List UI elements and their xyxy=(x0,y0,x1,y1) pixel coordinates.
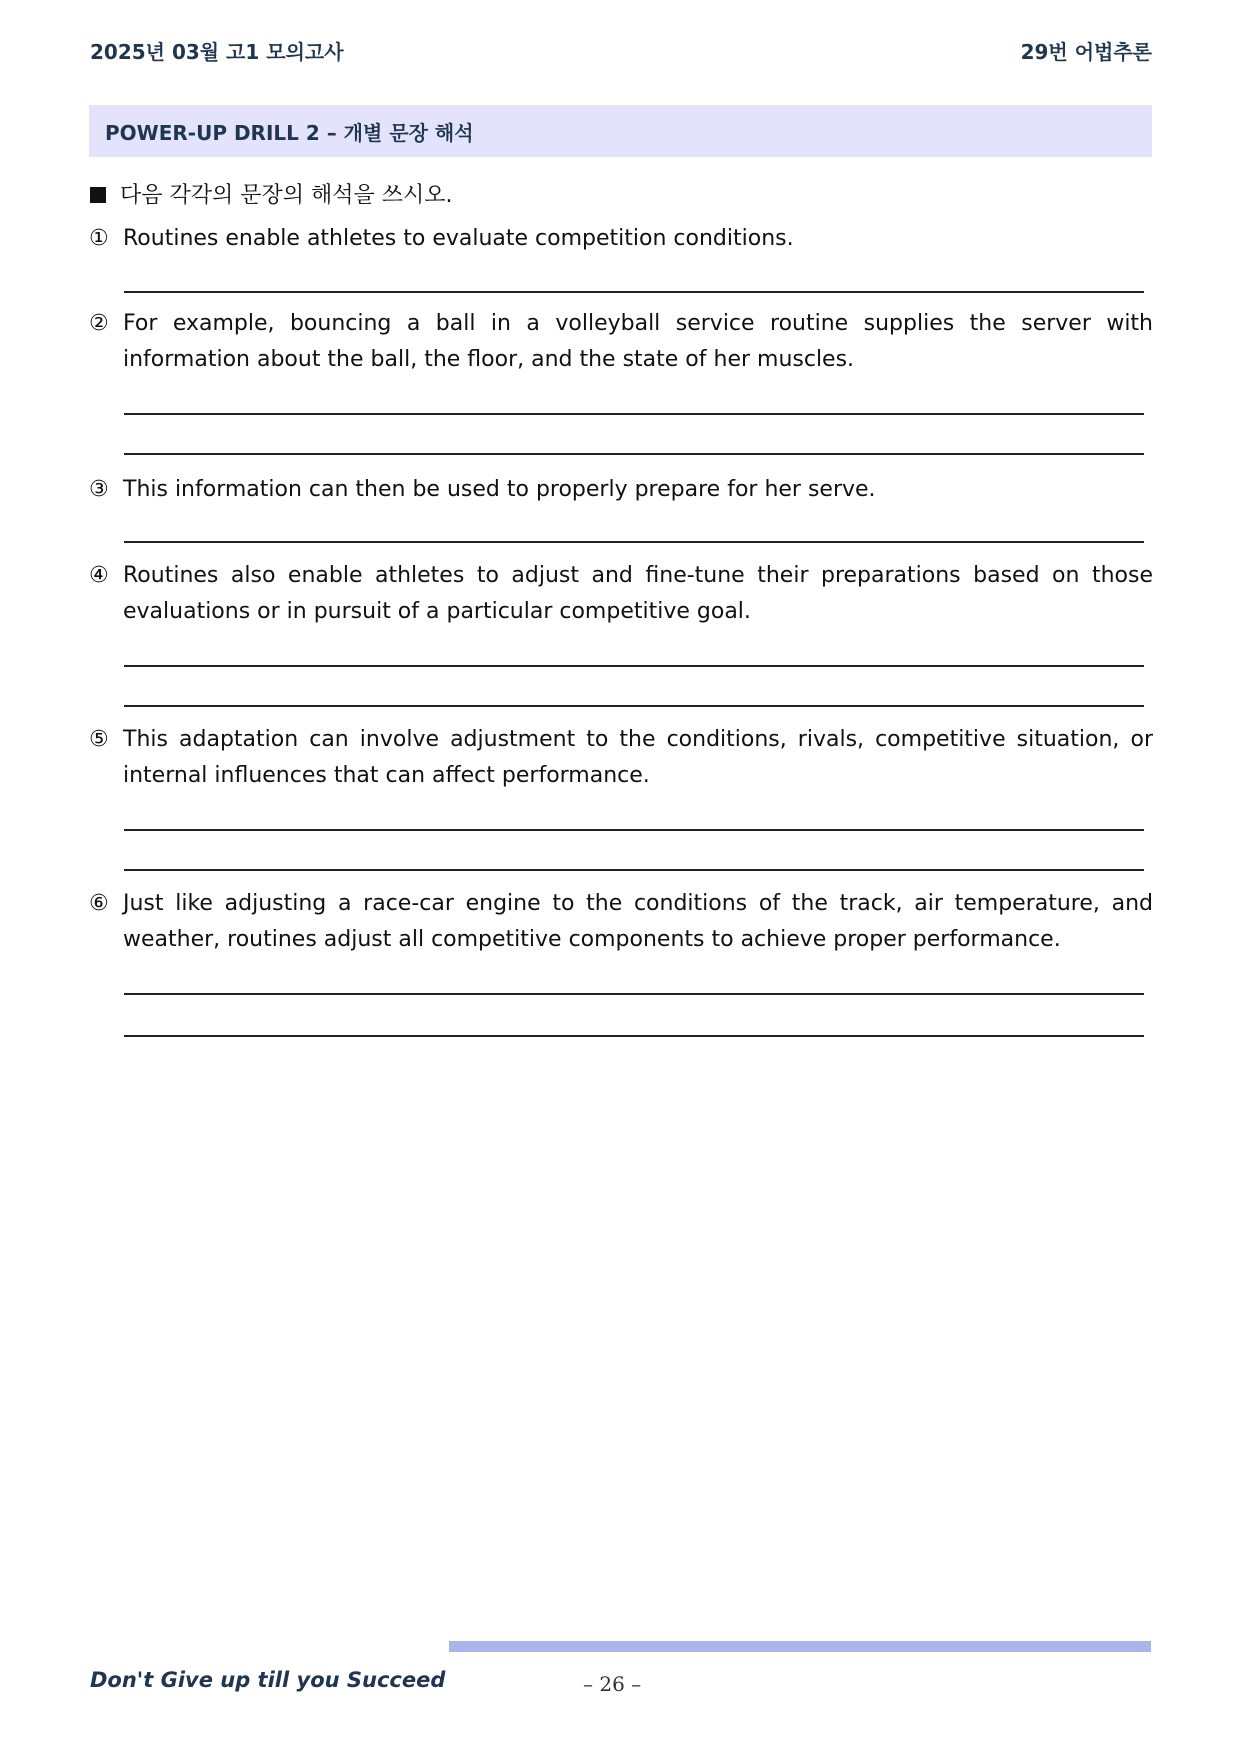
sentence-item-1 xyxy=(89,221,1153,257)
answer-line[interactable] xyxy=(124,541,1144,543)
item-text: This information can then be used to properly prepare for her serve. xyxy=(123,477,876,502)
instruction xyxy=(90,178,453,209)
item-text: For example, bouncing a ball in a volleyball service routine supplies the server with information about the ball, the floor, and the state of her muscles. xyxy=(123,311,1153,372)
item-number: ① xyxy=(89,226,109,251)
item-text: Routines enable athletes to evaluate competition conditions. xyxy=(123,226,794,251)
sentence-item-2 xyxy=(89,306,1153,378)
sentence-item-3 xyxy=(89,472,1153,508)
item-number: ⑤ xyxy=(89,727,109,752)
black-square-icon xyxy=(90,187,106,203)
footer-motto: Don't Give up till you Succeed xyxy=(90,1668,446,1692)
answer-line[interactable] xyxy=(124,291,1144,293)
footer-accent-bar xyxy=(449,1641,1151,1652)
sentence-item-4 xyxy=(89,558,1153,630)
instruction-text: 다음 각각의 문장의 해석을 쓰시오. xyxy=(120,183,453,208)
item-number: ⑥ xyxy=(89,891,109,916)
answer-line[interactable] xyxy=(124,869,1144,871)
page-number: – 26 – xyxy=(583,1672,642,1696)
item-number: ④ xyxy=(89,563,109,588)
answer-line[interactable] xyxy=(124,829,1144,831)
answer-line[interactable] xyxy=(124,1035,1144,1037)
item-text: This adaptation can involve adjustment to the conditions, rivals, competitive situation, or internal influences that can affect performance. xyxy=(123,727,1153,788)
sentence-item-5 xyxy=(89,722,1153,794)
item-number: ③ xyxy=(89,477,109,502)
header-question-type: 29번 어법추론 xyxy=(1020,40,1152,64)
answer-line[interactable] xyxy=(124,413,1144,415)
answer-line[interactable] xyxy=(124,453,1144,455)
item-text: Just like adjusting a race-car engine to the conditions of the track, air temperature, and weather, routines adjust all competitive components to achieve proper performance. xyxy=(123,891,1153,952)
item-text: Routines also enable athletes to adjust and fine-tune their preparations based on those evaluations or in pursuit of a particular competitive goal. xyxy=(123,563,1153,624)
item-number: ② xyxy=(89,311,109,336)
answer-line[interactable] xyxy=(124,993,1144,995)
answer-line[interactable] xyxy=(124,705,1144,707)
header-exam-title: 2025년 03월 고1 모의고사 xyxy=(90,40,344,64)
sentence-item-6 xyxy=(89,886,1153,958)
answer-line[interactable] xyxy=(124,665,1144,667)
section-title: POWER-UP DRILL 2 – 개별 문장 해석 xyxy=(105,120,474,145)
section-title-bar xyxy=(89,105,1152,157)
